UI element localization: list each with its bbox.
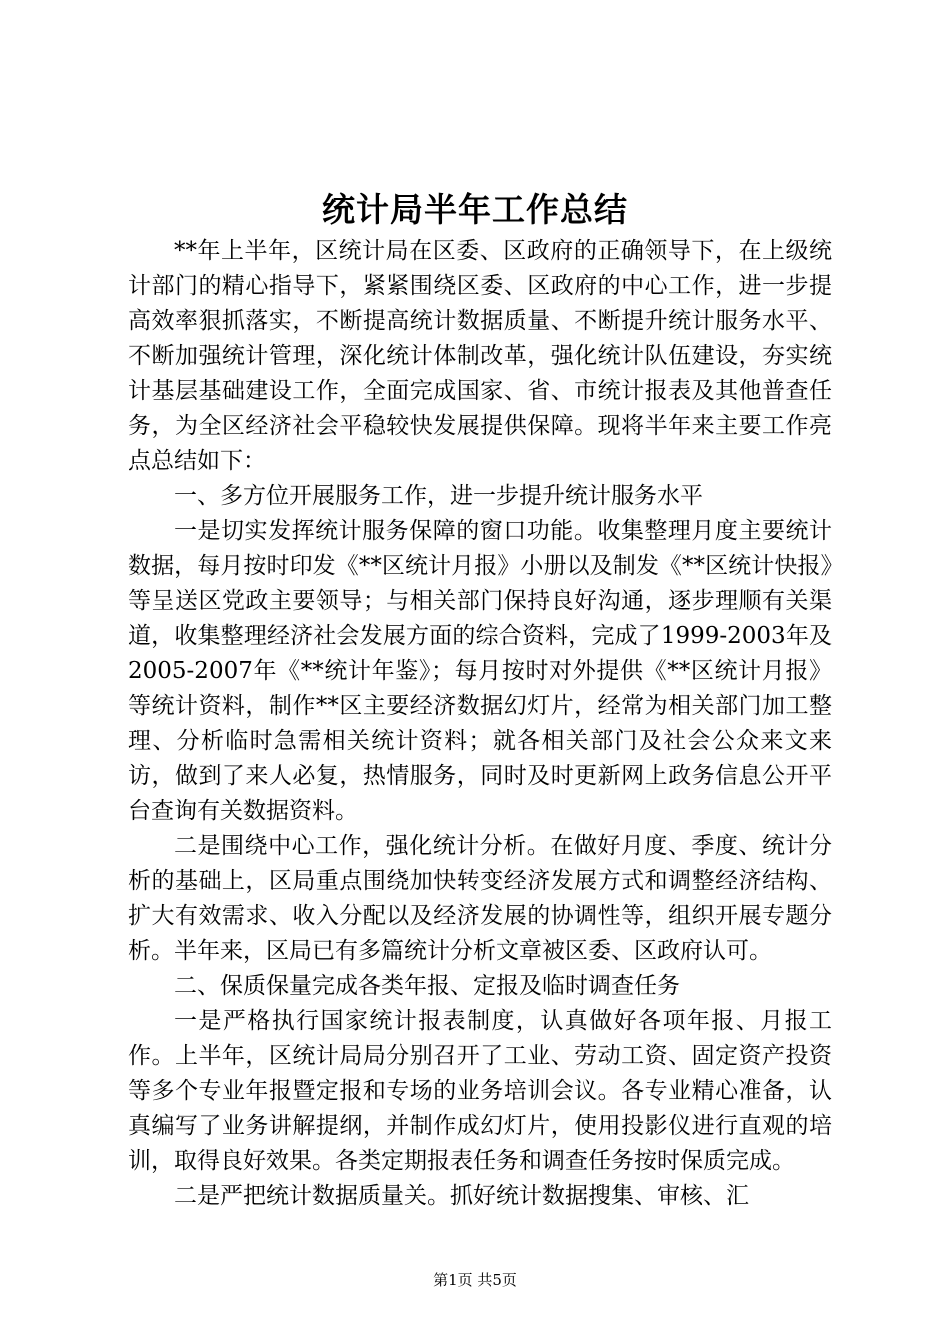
document-title: 统计局半年工作总结 (322, 190, 628, 229)
page-number-footer: 第1页 共5页 (433, 1271, 517, 1289)
paragraph-2-1: 一是严格执行国家统计报表制度，认真做好各项年报、月报工作。上半年，区统计局局分别召开了工业、劳动工资、固定资产投资等多个专业年报暨定报和专场的业务培训会议。各专业精心准备，认真编写了业务讲解提纲，并制作成幻灯片，使用投影仪进行直观的培训，取得良好效果。各类定期报表任务和调查任务按时保质完成。 (128, 1008, 832, 1174)
paragraph-2-2: 二是严把统计数据质量关。抓好统计数据搜集、审核、汇 (174, 1183, 749, 1209)
section-heading-1: 一、多方位开展服务工作，进一步提升统计服务水平 (174, 483, 703, 509)
paragraph-1-1: 一是切实发挥统计服务保障的窗口功能。收集整理月度主要统计数据，每月按时印发《**区统计月报》小册以及制发《**区统计快报》等呈送区党政主要领导；与相关部门保持良好沟通，逐步理顺有关渠道，收集整理经济社会发展方面的综合资料，完成了1999-2003年及2005-2007年《**统计年鉴》；每月按时对外提供《**区统计月报》等统计资料，制作**区主要经济数据幻灯片，经常为相关部门加工整理、分析临时急需相关统计资料；就各相关部门及社会公众来文来访，做到了来人必复，热情服务，同时及时更新网上政务信息公开平台查询有关数据资料。 (128, 518, 832, 824)
section-heading-2: 二、保质保量完成各类年报、定报及临时调查任务 (174, 973, 680, 999)
paragraph-1-2: 二是围绕中心工作，强化统计分析。在做好月度、季度、统计分析的基础上，区局重点围绕加快转变经济发展方式和调整经济结构、扩大有效需求、收入分配以及经济发展的协调性等，组织开展专题分析。半年来，区局已有多篇统计分析文章被区委、区政府认可。 (128, 833, 832, 964)
document-body (128, 234, 832, 1214)
paragraph-intro: **年上半年，区统计局在区委、区政府的正确领导下，在上级统计部门的精心指导下，紧紧围绕区委、区政府的中心工作，进一步提高效率狠抓落实，不断提高统计数据质量、不断提升统计服务水平、不断加强统计管理，深化统计体制改革，强化统计队伍建设，夯实统计基层基础建设工作，全面完成国家、省、市统计报表及其他普查任务，为全区经济社会平稳较快发展提供保障。现将半年来主要工作亮点总结如下： (128, 238, 832, 474)
